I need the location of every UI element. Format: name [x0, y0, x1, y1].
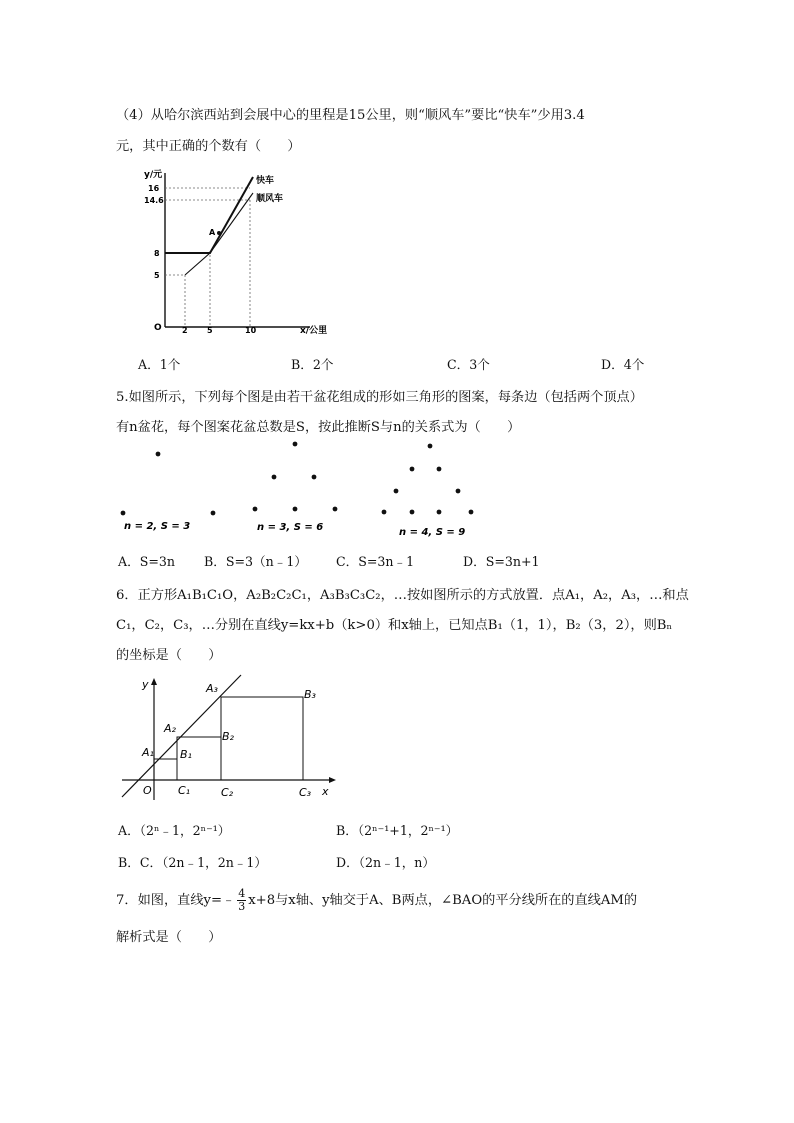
- q5-text-line1: 5.如图所示，下列每个图是由若干盆花组成的形如三角形的图案，每条边（包括两个顶点）: [116, 390, 643, 405]
- q5-triangle-patterns: [116, 440, 486, 542]
- chart-xtick-10: 10: [245, 326, 257, 335]
- chart-origin: O: [154, 323, 162, 333]
- q6-squares-figure: [116, 672, 346, 804]
- q5-option-b[interactable]: B．S=3（n﹣1）: [204, 554, 307, 569]
- chart-xlabel: x/公里: [300, 326, 328, 336]
- q7-fraction-num: 4: [238, 887, 246, 900]
- q6-fig-a2: A₂: [164, 722, 176, 735]
- q7-fraction-den: 3: [238, 900, 246, 913]
- q6-option-c[interactable]: B．C．（2n﹣1，2n﹣1）: [118, 855, 268, 870]
- q6-fig-b2: B₂: [222, 730, 234, 743]
- q4-option-c[interactable]: C．3个: [447, 357, 490, 372]
- chart-xtick-5: 5: [207, 326, 213, 335]
- chart-label-shunfengche: 顺风车: [256, 194, 284, 204]
- q6-fig-y: y: [142, 678, 149, 691]
- q6-text-line3: 的坐标是（ ）: [116, 648, 222, 663]
- q4-option-b[interactable]: B．2个: [291, 357, 334, 372]
- q6-fig-a3: A₃: [206, 682, 218, 695]
- q7-fraction: [237, 888, 246, 913]
- chart-ytick-5: 5: [154, 271, 160, 280]
- q6-fig-b3: B₃: [304, 688, 316, 701]
- q6-fig-b1: B₁: [180, 748, 192, 761]
- q6-fig-o: O: [143, 784, 152, 797]
- q4-fare-chart: [140, 165, 340, 337]
- q6-option-b[interactable]: B．（2ⁿ⁻¹+1，2ⁿ⁻¹）: [336, 823, 459, 838]
- q4-option-a[interactable]: A．1个: [138, 357, 181, 372]
- q6-option-a[interactable]: A．（2ⁿ﹣1，2ⁿ⁻¹）: [118, 823, 231, 838]
- chart-ylabel: y/元: [144, 170, 163, 180]
- q6-text-line2: C₁，C₂，C₃，…分别在直线y=kx+b（k>0）和x轴上，已知点B₁（1，1），B₂（3，2），则Bₙ: [116, 618, 673, 633]
- q6-fig-c1: C₁: [178, 784, 191, 797]
- q6-fig-x: x: [322, 785, 329, 798]
- q6-option-d[interactable]: D．（2n﹣1，n）: [336, 855, 436, 870]
- chart-ytick-16: 16: [148, 184, 160, 193]
- q4-text-line1: （4）从哈尔滨西站到会展中心的里程是15公里，则“顺风车”要比“快车”少用3.4: [116, 108, 585, 123]
- q5-option-d[interactable]: D．S=3n+1: [463, 554, 540, 569]
- q7-text-line2: 解析式是（ ）: [116, 930, 222, 945]
- q6-text-line1: 6．正方形A₁B₁C₁O，A₂B₂C₂C₁，A₃B₃C₃C₂，…按如图所示的方式放置．点A₁，A₂，A₃，…和点: [116, 588, 689, 603]
- chart-ytick-8: 8: [154, 249, 160, 258]
- chart-ytick-14-6: 14.6: [144, 196, 164, 205]
- q5-caption-2: n = 3, S = 6: [257, 522, 324, 533]
- chart-label-a: A: [209, 228, 216, 237]
- chart-xtick-2: 2: [182, 326, 188, 335]
- q5-caption-1: n = 2, S = 3: [124, 521, 191, 532]
- q5-caption-3: n = 4, S = 9: [399, 527, 466, 538]
- q7-text-line1: [116, 888, 637, 913]
- q6-fig-c3: C₃: [299, 786, 312, 799]
- q4-text-line2: 元，其中正确的个数有（ ）: [116, 139, 301, 154]
- q6-fig-c2: C₂: [221, 786, 234, 799]
- q5-text-line2: 有n盆花，每个图案花盆总数是S，按此推断S与n的关系式为（ ）: [116, 420, 521, 435]
- q5-option-a[interactable]: A．S=3n: [118, 554, 175, 569]
- q5-option-c[interactable]: C．S=3n﹣1: [336, 554, 415, 569]
- q7-text-rest: x+8与x轴、y轴交于A、B两点，∠BAO的平分线所在的直线AM的: [248, 893, 638, 908]
- q4-option-d[interactable]: D．4个: [601, 357, 645, 372]
- q6-fig-a1: A₁: [142, 746, 154, 759]
- chart-label-kuaiche: 快车: [256, 176, 275, 186]
- q7-text-start: 7．如图，直线y=﹣: [116, 893, 236, 908]
